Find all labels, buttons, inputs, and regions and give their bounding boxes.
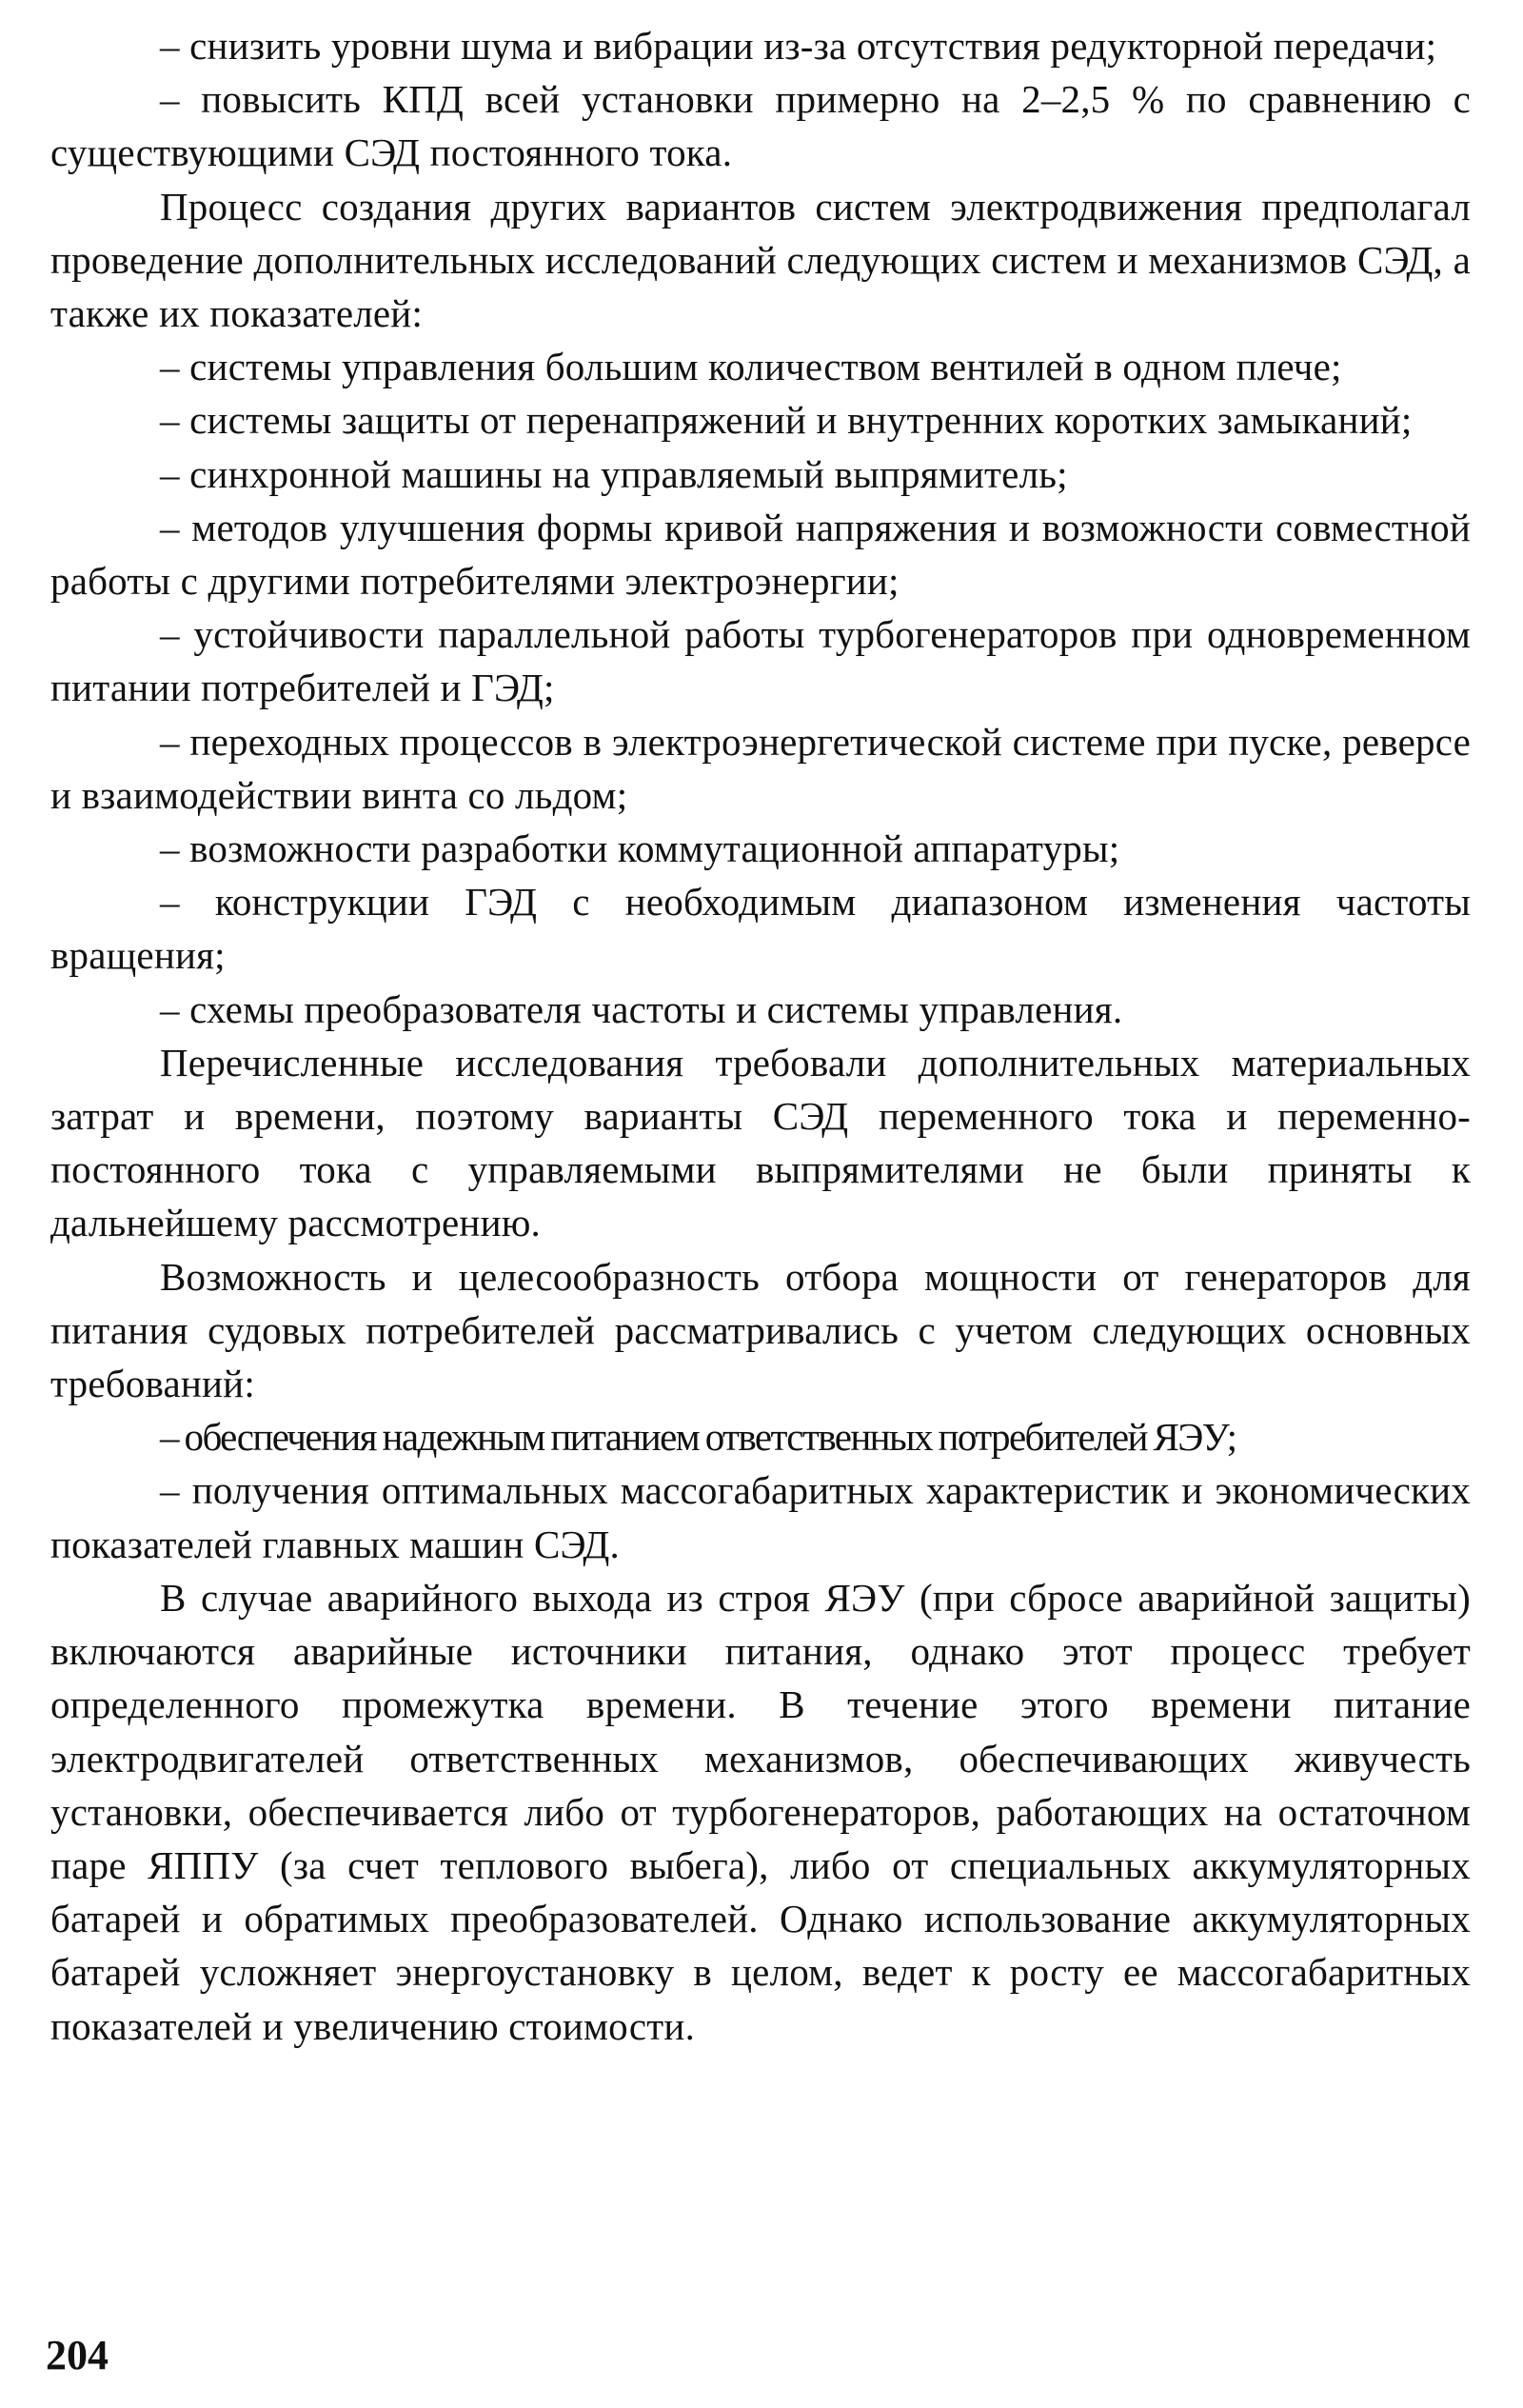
paragraph-research-conclusion: Перечисленные исследования требовали дополнительных материальных затрат и времени, поэтому варианты СЭД переменного тока и переменно-постоянного тока с управляемыми выпрямителями не были приняты к дальнейшему рассмотрению. [50, 1040, 1471, 1245]
page-number: 204 [46, 2332, 109, 2378]
list-item-transient-processes: – переходных процессов в электроэнергетической системе при пуске, реверсе и взаимодействии винта со льдом; [50, 719, 1471, 817]
list-item-parallel-stability: – устойчивости параллельной работы турбогенераторов при одновременном питании потребителей и ГЭД; [50, 612, 1471, 710]
list-item-optimal-characteristics: – получения оптимальных массогабаритных характеристик и экономических показателей главных машин СЭД. [50, 1468, 1471, 1566]
list-item-overvoltage-protection: – системы защиты от перенапряжений и внутренних коротких замыканий; [160, 398, 1413, 443]
list-item-valve-control: – системы управления большим количеством вентилей в одном плече; [160, 345, 1342, 389]
list-item-frequency-converter: – схемы преобразователя частоты и системы управления. [160, 986, 1123, 1031]
paragraph-emergency-power: В случае аварийного выхода из строя ЯЭУ (при сбросе аварийной защиты) включаются аварийные источники питания, однако этот процесс требует определенного промежутка времени. В течение этого времени питание электродвигателей ответственных механизмов, обеспечивающих живучесть установки, обеспечивается либо от турбогенераторов, работающих на остаточном паре ЯППУ (за счет теплового выбега), либо от специальных аккумуляторных батарей и обратимых преобразователей. Однако использование аккумуляторных батарей усложняет энергоустановку в целом, ведет к росту ее массогабаритных показателей и увеличению стоимости. [50, 1575, 1471, 2048]
list-item-switching-equipment: – возможности разработки коммутационной аппаратуры; [160, 826, 1120, 871]
body-text [50, 19, 1471, 2053]
list-item-efficiency: – повысить КПД всей установки примерно на 2–2,5 % по сравнению с существующими СЭД постоянного тока. [50, 77, 1471, 175]
paragraph-power-take-off: Возможность и целесообразность отбора мощности от генераторов для питания судовых потребителей рассматривались с учетом следующих основных требований: [50, 1254, 1471, 1406]
list-item-voltage-waveform: – методов улучшения формы кривой напряжения и возможности совместной работы с другими потребителями электроэнергии; [50, 505, 1471, 604]
list-item-synchronous-machine: – синхронной машины на управляемый выпрямитель; [160, 451, 1068, 496]
list-item-motor-design: – конструкции ГЭД с необходимым диапазоном изменения частоты вращения; [50, 880, 1471, 978]
list-item-reliable-supply: – обеспечения надежным питанием ответственных потребителей ЯЭУ; [160, 1415, 1236, 1460]
list-item-noise-reduction: – снизить уровни шума и вибрации из-за отсутствия редукторной передачи; [160, 24, 1437, 68]
paragraph-research-intro: Процесс создания других вариантов систем электродвижения предполагал проведение дополнительных исследований следующих систем и механизмов СЭД, а также их показателей: [50, 184, 1471, 336]
